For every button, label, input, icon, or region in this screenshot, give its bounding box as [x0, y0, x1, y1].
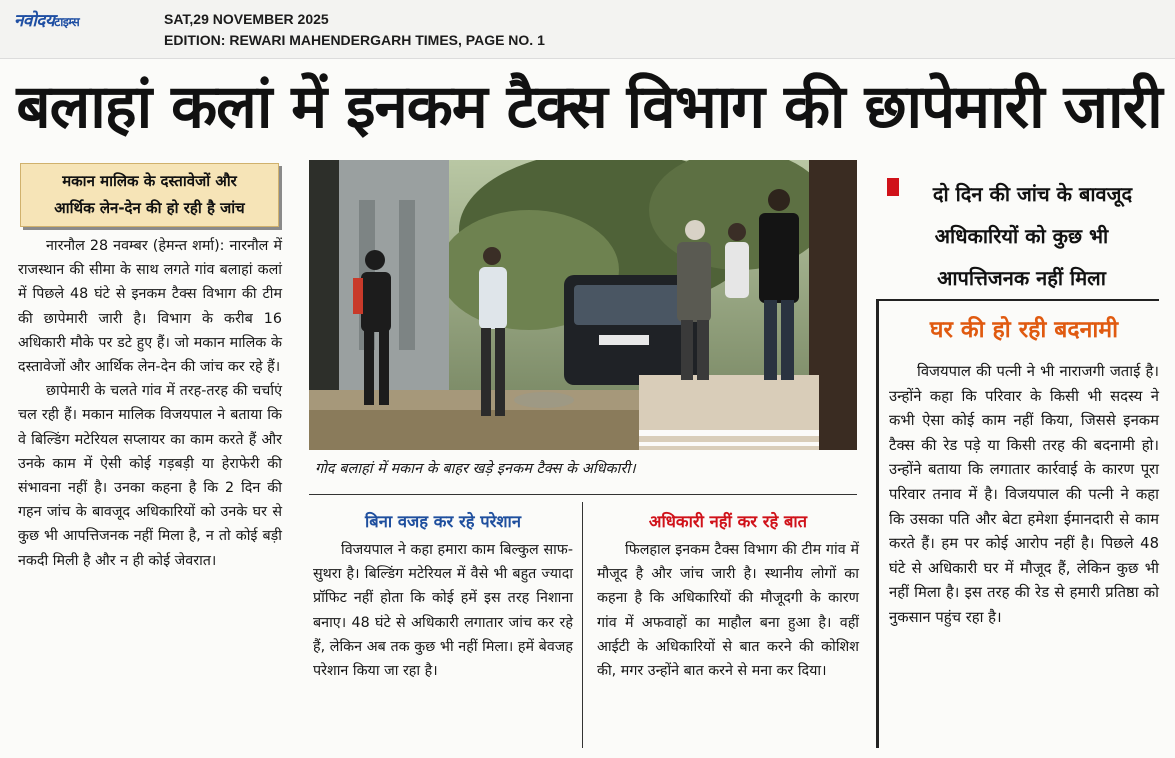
logo-sub: टाइम्स	[54, 15, 80, 29]
edition-name: EDITION: REWARI MAHENDERGARH TIMES, PAGE NO. 1	[164, 32, 545, 48]
middle-left-text	[313, 538, 573, 683]
edition-date: SAT,29 NOVEMBER 2025	[164, 11, 329, 27]
kicker-line-1: मकान मालिक के दस्तावेजों और	[62, 172, 237, 190]
left-paragraph-2: छापेमारी के चलते गांव में तरह-तरह की चर्चाएं चल रही हैं। मकान मालिक विजयपाल ने बताया कि वे बिल्डिंग मटेरियल सप्लायर का काम करते हैं और उनके काम में ऐसी कोई गड़बड़ी या हेराफेरी की संभावना नहीं है। उनका कहना है कि 2 दिन की गहन जांच के बावजूद अधिकारियों को उनके घर से कुछ भी आपत्तिजनक नहीं मिला है, न तो कोई बड़ी नकदी मिली है और न ही कोई जेवरात।	[18, 383, 282, 569]
news-photo	[309, 160, 857, 450]
subhead-bina-vajah: बिना वजह कर रहे परेशान	[365, 512, 521, 531]
pullquote-line-2: अधिकारियों को कुछ भी	[934, 224, 1109, 248]
divider-middle-columns	[582, 502, 583, 748]
left-paragraph-1: नारनौल 28 नवम्बर (हेमन्त शर्मा): नारनौल में राजस्थान की सीमा के साथ लगते गांव बलाहां कलां में पिछले 48 घंटे से इनकम टैक्स विभाग की टीम की छापेमारी जारी है। विभाग के करीब 16 अधिकारी मौके पर डटे हुए हैं। जो मकान मालिक के दस्तावेजों और आर्थिक लेन-देन की जांच कर रहे हैं।	[18, 238, 282, 376]
pullquote-line-1: दो दिन की जांच के बावजूद	[932, 182, 1133, 206]
middle-left-paragraph: विजयपाल ने कहा हमारा काम बिल्कुल साफ-सुथरा है। बिल्डिंग मटेरियल में वैसे भी बहुत ज्यादा प्रॉफिट नहीं होता कि कोई हमें इस तरह निशाना बनाए। 48 घंटे से अधिकारी लगातार जांच कर रहे हैं, लेकिन अब तक कुछ भी नहीं मिला। हमें बेवजह परेशान किया जा रहा है।	[313, 542, 573, 680]
middle-right-paragraph: फिलहाल इनकम टैक्स विभाग की टीम गांव में मौजूद है और जांच जारी है। स्थानीय लोगों का कहना है कि अधिकारियों की मौजूदगी के कारण गांव में अफवाहों का माहौल बना हुआ है। वहीं आईटी के अधिकारियों से बात करने की कोशिश की, मगर उन्होंने बात करने से मना कर दिया।	[597, 542, 859, 680]
photo-illustration	[309, 160, 857, 450]
kicker-line-2: आर्थिक लेन-देन की हो रही है जांच	[54, 199, 245, 217]
kicker-box	[20, 163, 279, 227]
newspaper-logo[interactable]	[14, 8, 79, 31]
sidebar-text	[889, 360, 1159, 631]
sidebar-title: घर की हो रही बदनामी	[929, 317, 1119, 343]
pullquote	[880, 173, 1163, 299]
subhead-adhikari: अधिकारी नहीं कर रहे बात	[648, 512, 808, 531]
divider-under-caption	[309, 494, 857, 495]
photo-caption: गोद बलाहां में मकान के बाहर खड़े इनकम टैक्स के अधिकारी।	[315, 461, 636, 477]
logo-main: नवोदय	[14, 11, 55, 31]
edition-meta	[164, 9, 545, 51]
sidebar-paragraph: विजयपाल की पत्नी ने भी नाराजगी जताई है। उन्होंने कहा कि परिवार के किसी भी सदस्य ने कभी ऐसा कोई काम नहीं किया, जिससे इनकम टैक्स की रेड पड़े या किसी तरह की बदनामी हो। उन्होंने बताया कि लगातार कार्रवाई के कारण पूरा परिवार तनाव में है। विजयपाल की पत्नी ने कहा कि उसका पति और बेटा हमेशा ईमानदारी से काम करते हैं। हम पर कोई आरोप नहीं है। पिछले 48 घंटे से अधिकारी घर में मौजूद हैं, लेकिन कुछ भी नहीं मिला है। इस तरह की रेड से हमारी प्रतिष्ठा को नुकसान पहुंच रहा है।	[889, 363, 1159, 626]
edition-bar	[0, 0, 1175, 59]
left-column-text	[18, 234, 282, 573]
middle-right-text	[597, 538, 859, 683]
pullquote-line-3: आपत्तिजनक नहीं मिला	[937, 266, 1106, 290]
main-headline: बलाहां कलां में इनकम टैक्स विभाग की छापेमारी जारी	[16, 72, 1162, 142]
